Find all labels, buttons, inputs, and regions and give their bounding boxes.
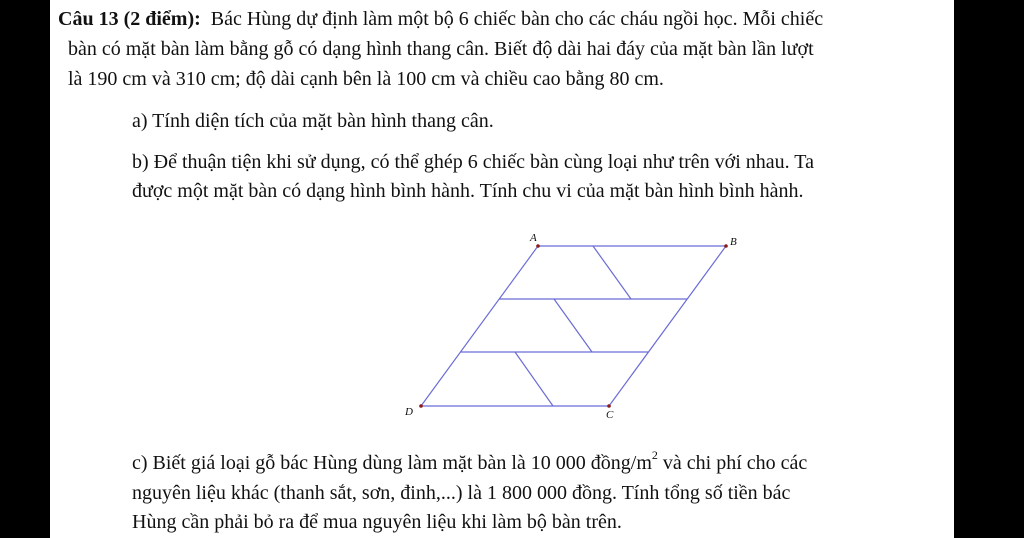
part-c-line-1-tail: và chi phí cho các [657,452,808,474]
parallelogram-figure [330,225,750,430]
part-b-line-2: được một mặt bàn có dạng hình bình hành. Tính chu vi của mặt bàn hình bình hành. [132,180,804,202]
part-c-line-1-text: c) Biết giá loại gỗ bác Hùng dùng làm mặt bàn là 10 000 đồng/m [132,452,652,474]
edge-BC [609,246,726,406]
point-D [419,404,423,408]
part-c-superscript: 2 [651,448,658,463]
slant-1 [593,246,631,299]
part-a: a) Tính diện tích của mặt bàn hình thang cân. [132,110,494,132]
document-page [50,0,954,538]
intro-line-2: bàn có mặt bàn làm bằng gỗ có dạng hình thang cân. Biết độ dài hai đáy của mặt bàn lần lượt [68,38,814,60]
point-B [724,244,728,248]
question-line-1 [58,4,823,35]
part-c-line-2: nguyên liệu khác (thanh sắt, sơn, đinh,...) là 1 800 000 đồng. Tính tổng số tiền bác [132,482,791,504]
part-c-line-3: Hùng cần phải bỏ ra để mua nguyên liệu khi làm bộ bàn trên. [132,511,622,533]
label-D: D [405,406,413,418]
slant-3 [515,352,553,406]
point-C [607,404,611,408]
question-title: Câu 13 (2 điểm): [58,8,201,30]
label-C: C [606,409,614,421]
label-A: A [530,232,537,244]
part-c-line-1 [132,448,807,479]
edge-DA [421,246,538,406]
figure-lines [421,246,726,406]
intro-line-3: là 190 cm và 310 cm; độ dài cạnh bên là 100 cm và chiều cao bằng 80 cm. [68,68,664,90]
slant-2 [554,299,592,352]
part-b-line-1: b) Để thuận tiện khi sử dụng, có thể ghép 6 chiếc bàn cùng loại như trên với nhau. Ta [132,151,814,173]
label-B: B [730,236,737,248]
point-A [536,244,540,248]
intro-line-1: Bác Hùng dự định làm một bộ 6 chiếc bàn cho các cháu ngồi học. Mỗi chiếc [210,8,824,30]
